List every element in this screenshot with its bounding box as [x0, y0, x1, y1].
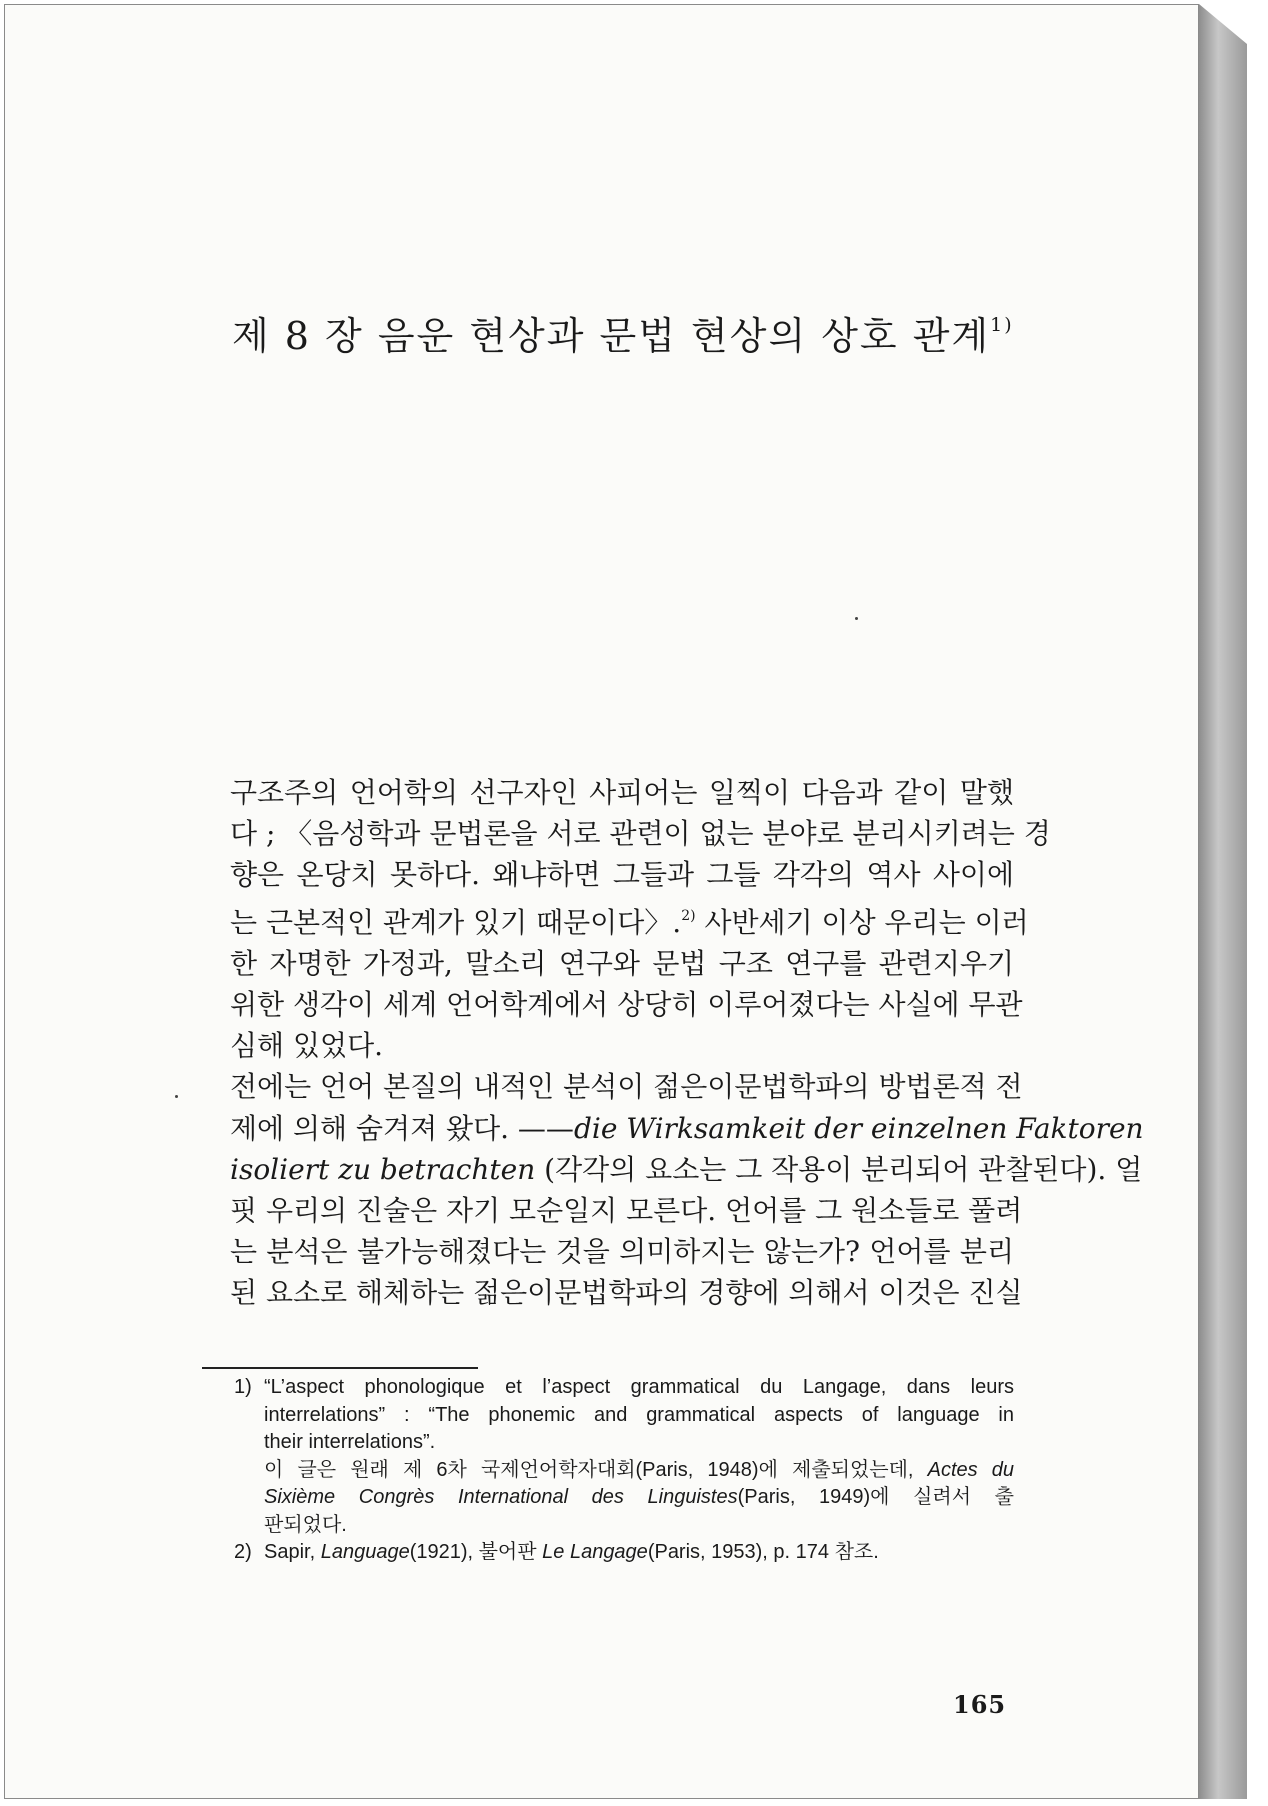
german-quote: die Wirksamkeit der einzelnen Faktoren [573, 1111, 1144, 1145]
footnote-1 [202, 1374, 1014, 1539]
paragraph-2 [202, 1066, 1144, 1313]
footnote-2 [202, 1539, 1014, 1567]
text-line: 구조주의 언어학의 선구자인 사피어는 일찍이 다음과 같이 말했 [230, 776, 1014, 809]
chapter-title-footnote-ref: 1) [990, 314, 1014, 336]
book-title: Actes du [927, 1458, 1014, 1481]
footnote-number: 1) [234, 1376, 252, 1398]
scan-speck [175, 1095, 178, 1098]
text-line [202, 1108, 1144, 1149]
text-segment: 는 근본적인 관계가 있기 때문이다〉. [230, 905, 682, 939]
text-line: 향은 온당치 못하다. 왜냐하면 그들과 그들 각각의 역사 사이에 [230, 858, 1014, 892]
chapter-title-text: 제 8 장 음운 현상과 문법 현상의 상호 관계 [232, 314, 991, 358]
footnote-line: “L’aspect phonologique et l’aspect grammatical du Langage, dans leurs [264, 1376, 1014, 1398]
footnote-line [264, 1539, 1014, 1567]
text-line [202, 896, 1029, 943]
chapter-title [232, 305, 1032, 360]
footnote-line: their interrelations”. [264, 1431, 436, 1453]
text-segment: 제에 의해 숨겨져 왔다. —— [230, 1111, 574, 1145]
text-segment: (각각의 요소는 그 작용이 분리되어 관찰된다). 얼 [535, 1152, 1143, 1186]
text-line: 된 요소로 해체하는 젊은이문법학파의 경향에 의해서 이것은 진실 [230, 1276, 1023, 1310]
footnote-line [264, 1457, 1014, 1485]
text-line: 핏 우리의 진술은 자기 모순일지 모른다. 언어를 그 원소들로 풀려 [230, 1194, 1023, 1228]
text-segment: (Paris, 1949)에 실려서 출 [737, 1486, 1014, 1508]
text-segment: 사반세기 이상 우리는 이러 [695, 905, 1029, 939]
page-stack-edge [1199, 4, 1247, 1799]
text-line: 전에는 언어 본질의 내적인 분석이 젊은이문법학파의 방법론적 전 [230, 1070, 1023, 1104]
scan-speck [855, 617, 858, 620]
footnote-line [264, 1484, 1014, 1512]
text-segment: (Paris, 1953), p. 174 참조. [647, 1541, 879, 1563]
book-title: Sixième Congrès International des Linguistes [264, 1486, 738, 1508]
text-segment: Sapir, [264, 1541, 321, 1563]
text-line: 한 자명한 가정과, 말소리 연구와 문법 구조 연구를 관련지우기 [230, 946, 1014, 980]
body-text [202, 772, 1144, 1314]
text-segment: 이 글은 원래 제 6차 국제언어학자대회(Paris, 1948)에 제출되었는데, [264, 1458, 928, 1481]
footnotes [202, 1374, 1014, 1567]
text-line: 위한 생각이 세계 언어학계에서 상당히 이루어졌다는 사실에 무관 [230, 988, 1023, 1022]
text-line: 는 분석은 불가능해졌다는 것을 의미하지는 않는가? 언어를 분리 [230, 1235, 1014, 1269]
footnote-divider [202, 1367, 478, 1369]
paragraph-1 [202, 772, 1051, 1066]
text-segment: (1921), 불어판 [409, 1541, 543, 1563]
german-quote: isoliert zu betrachten [230, 1152, 536, 1186]
text-line [202, 1149, 1143, 1190]
footnote-ref-2: 2) [681, 907, 696, 924]
footnote-number: 2) [234, 1541, 252, 1563]
page-number: 165 [953, 1690, 1007, 1719]
text-line: 다 ; 〈음성학과 문법론을 서로 관련이 없는 분야로 분리시키려는 경 [230, 817, 1051, 851]
footnote-line: 판되었다. [264, 1513, 347, 1536]
book-title: Le Langage [542, 1541, 648, 1563]
text-line: 심해 있었다. [230, 1029, 384, 1063]
footnote-line: interrelations” : “The phonemic and grammatical aspects of language in [264, 1403, 1014, 1426]
book-title: Language [320, 1541, 410, 1563]
